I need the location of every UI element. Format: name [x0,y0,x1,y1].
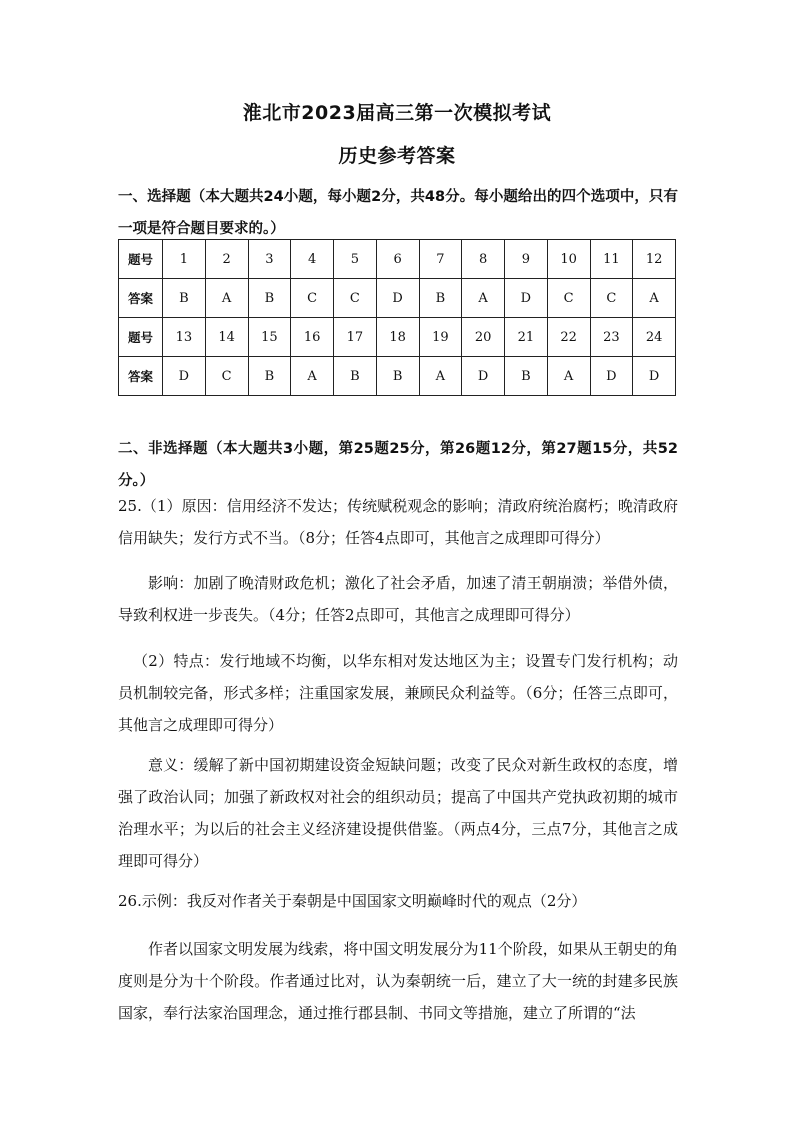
table-cell: B [334,357,377,396]
table-cell: 9 [505,240,548,279]
table-cell: D [590,357,633,396]
q26-body: 作者以国家文明发展为线索，将中国文明发展分为11个阶段，如果从王朝史的角度则是分为十个阶段。作者通过比对，认为秦朝统一后，建立了大一统的封建多民族国家，奉行法家治国理念，通过推行郡县制、书同文等措施，建立了所谓的“法 [118,940,678,1022]
table-cell: C [334,279,377,318]
table-cell: 11 [590,240,633,279]
table-cell: 16 [291,318,334,357]
table-cell: A [547,357,590,396]
table-cell: 14 [205,318,248,357]
table-cell: 3 [248,240,291,279]
q25-part1-impact: 影响：加剧了晚清财政危机；激化了社会矛盾，加速了清王朝崩溃；举借外债，导致利权进一步丧失。（4分；任答2点即可，其他言之成理即可得分） [118,574,678,624]
exam-subtitle: 历史参考答案 [338,145,456,167]
table-cell: D [505,279,548,318]
table-cell: B [163,279,206,318]
table-cell: B [505,357,548,396]
table-cell: 10 [547,240,590,279]
table-cell: C [547,279,590,318]
table-cell: 24 [633,318,676,357]
table-cell: 7 [419,240,462,279]
table-cell: C [291,279,334,318]
table-cell: 23 [590,318,633,357]
table-cell: 21 [505,318,548,357]
table-cell: 18 [376,318,419,357]
table-cell: 12 [633,240,676,279]
table-cell: 22 [547,318,590,357]
table-cell: 4 [291,240,334,279]
q25-part2-significance: 意义：缓解了新中国初期建设资金短缺问题；改变了民众对新生政权的态度，增强了政治认同；加强了新政权对社会的组织动员；提高了中国共产党执政初期的城市治理水平；为以后的社会主义经济建设提供借鉴。（两点4分，三点7分，其他言之成理即可得分） [118,756,678,870]
q26-example: 26.示例：我反对作者关于秦朝是中国国家文明巅峰时代的观点（2分） [118,892,587,910]
exam-title: 淮北市2023届高三第一次模拟考试 [242,102,552,124]
section1-heading: 一、选择题（本大题共24小题，每小题2分，共48分。每小题给出的四个选项中，只有一项是符合题目要求的。） [118,189,678,237]
table-cell: B [376,357,419,396]
table-cell: 5 [334,240,377,279]
table-cell: B [248,279,291,318]
table-row [119,279,676,318]
row-label: 答案 [119,279,163,318]
table-cell: A [462,279,505,318]
row-label: 答案 [119,357,163,396]
row-label: 题号 [119,318,163,357]
table-cell: 6 [376,240,419,279]
row-label: 题号 [119,240,163,279]
section2-heading: 二、非选择题（本大题共3小题，第25题25分，第26题12分，第27题15分，共52分。） [118,441,678,489]
table-cell: A [205,279,248,318]
table-cell: D [163,357,206,396]
table-cell: 17 [334,318,377,357]
table-cell: 8 [462,240,505,279]
table-cell: D [376,279,419,318]
q25-part1-causes: 25.（1）原因：信用经济不发达；传统赋税观念的影响；清政府统治腐朽；晚清政府信用缺失；发行方式不当。（8分；任答4点即可，其他言之成理即可得分） [118,497,678,547]
table-cell: 13 [163,318,206,357]
table-cell: 2 [205,240,248,279]
table-cell: A [291,357,334,396]
table-row [119,318,676,357]
table-cell: B [419,279,462,318]
table-cell: B [248,357,291,396]
q25-part2-features: （2）特点：发行地域不均衡，以华东相对发达地区为主；设置专门发行机构；动员机制较完备，形式多样；注重国家发展，兼顾民众利益等。（6分；任答三点即可，其他言之成理即可得分） [118,652,678,734]
table-cell: A [419,357,462,396]
table-cell: C [590,279,633,318]
table-cell: 1 [163,240,206,279]
table-row [119,240,676,279]
table-cell: 20 [462,318,505,357]
table-cell: 15 [248,318,291,357]
table-cell: A [633,279,676,318]
answer-table [118,239,676,396]
table-cell: 19 [419,318,462,357]
table-cell: D [633,357,676,396]
table-cell: D [462,357,505,396]
table-row [119,357,676,396]
table-cell: C [205,357,248,396]
